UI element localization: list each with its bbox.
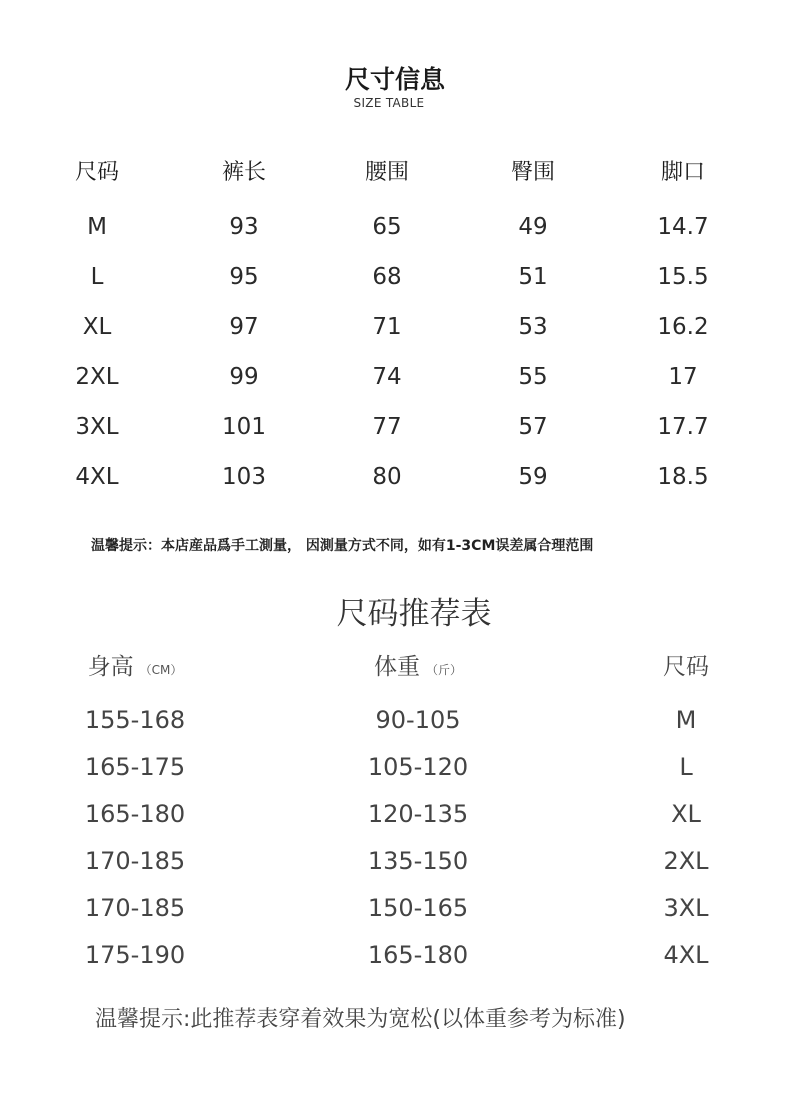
size-cell-hem: 17.7 xyxy=(657,414,709,440)
recommend-cell-size: XL xyxy=(671,800,701,828)
recommend-cell-weight: 105-120 xyxy=(367,753,469,781)
size-cell-hem: 14.7 xyxy=(657,214,709,240)
size-cell-hip: 59 xyxy=(518,464,548,490)
size-cell-hip: 51 xyxy=(518,264,548,290)
recommend-title: 尺码推荐表 xyxy=(336,596,492,632)
recommend-header-weight xyxy=(374,648,462,681)
size-header-size: 尺码 xyxy=(74,160,120,185)
recommend-cell-weight: 165-180 xyxy=(367,941,469,969)
recommend-cell-weight: 90-105 xyxy=(375,706,461,734)
size-header-hip: 臀围 xyxy=(510,160,556,185)
recommend-cell-weight: 150-165 xyxy=(367,894,469,922)
size-cell-size: L xyxy=(90,264,104,290)
size-cell-length: 99 xyxy=(229,364,259,390)
size-cell-waist: 68 xyxy=(372,264,402,290)
size-cell-length: 103 xyxy=(222,464,266,490)
size-cell-hip: 57 xyxy=(518,414,548,440)
recommend-cell-weight: 135-150 xyxy=(367,847,469,875)
size-cell-hip: 49 xyxy=(518,214,548,240)
recommend-cell-size: 4XL xyxy=(663,941,709,969)
recommend-header-label: 身高 xyxy=(87,654,134,680)
measurement-note: 温馨提示：本店産品爲手工測量， 因測量方式不同，如有1-3CM误差属合理范围 xyxy=(91,538,594,554)
recommend-header-height xyxy=(88,648,183,681)
size-cell-size: 3XL xyxy=(75,414,119,440)
recommend-header-label: 体重 xyxy=(373,654,420,680)
recommend-cell-height: 165-175 xyxy=(84,753,186,781)
size-cell-hem: 16.2 xyxy=(657,314,709,340)
size-header-waist: 腰围 xyxy=(364,160,410,185)
size-cell-hip: 55 xyxy=(518,364,548,390)
recommend-cell-height: 155-168 xyxy=(84,706,186,734)
size-cell-size: XL xyxy=(82,314,112,340)
size-cell-length: 95 xyxy=(229,264,259,290)
size-header-hem: 脚口 xyxy=(660,160,706,185)
size-cell-waist: 74 xyxy=(372,364,402,390)
size-cell-hip: 53 xyxy=(518,314,548,340)
recommend-cell-size: 3XL xyxy=(663,894,709,922)
recommend-header-unit: （CM） xyxy=(139,663,183,677)
size-cell-length: 101 xyxy=(222,414,266,440)
size-cell-length: 93 xyxy=(229,214,259,240)
size-cell-waist: 80 xyxy=(372,464,402,490)
size-cell-size: M xyxy=(87,214,107,240)
recommend-cell-height: 170-185 xyxy=(84,894,186,922)
recommend-note: 温馨提示:此推荐表穿着效果为宽松(以体重参考为标准) xyxy=(95,1007,626,1032)
size-cell-hem: 17 xyxy=(668,364,698,390)
size-cell-waist: 71 xyxy=(372,314,402,340)
recommend-cell-height: 170-185 xyxy=(84,847,186,875)
size-header-length: 裤长 xyxy=(221,160,267,185)
recommend-cell-height: 165-180 xyxy=(84,800,186,828)
size-cell-waist: 77 xyxy=(372,414,402,440)
size-cell-size: 2XL xyxy=(75,364,119,390)
size-info-title: 尺寸信息 xyxy=(344,65,446,94)
recommend-cell-size: L xyxy=(679,753,693,781)
recommend-header-unit: （斤） xyxy=(425,663,463,677)
size-cell-hem: 18.5 xyxy=(657,464,709,490)
size-cell-size: 4XL xyxy=(75,464,119,490)
recommend-cell-height: 175-190 xyxy=(84,941,186,969)
size-cell-waist: 65 xyxy=(372,214,402,240)
recommend-cell-size: 2XL xyxy=(663,847,709,875)
size-table-subtitle: SIZE TABLE xyxy=(353,96,425,110)
size-cell-length: 97 xyxy=(229,314,259,340)
size-cell-hem: 15.5 xyxy=(657,264,709,290)
recommend-cell-size: M xyxy=(675,706,697,734)
recommend-cell-weight: 120-135 xyxy=(367,800,469,828)
recommend-header-label: 尺码 xyxy=(663,654,709,680)
recommend-header-size xyxy=(663,648,709,681)
